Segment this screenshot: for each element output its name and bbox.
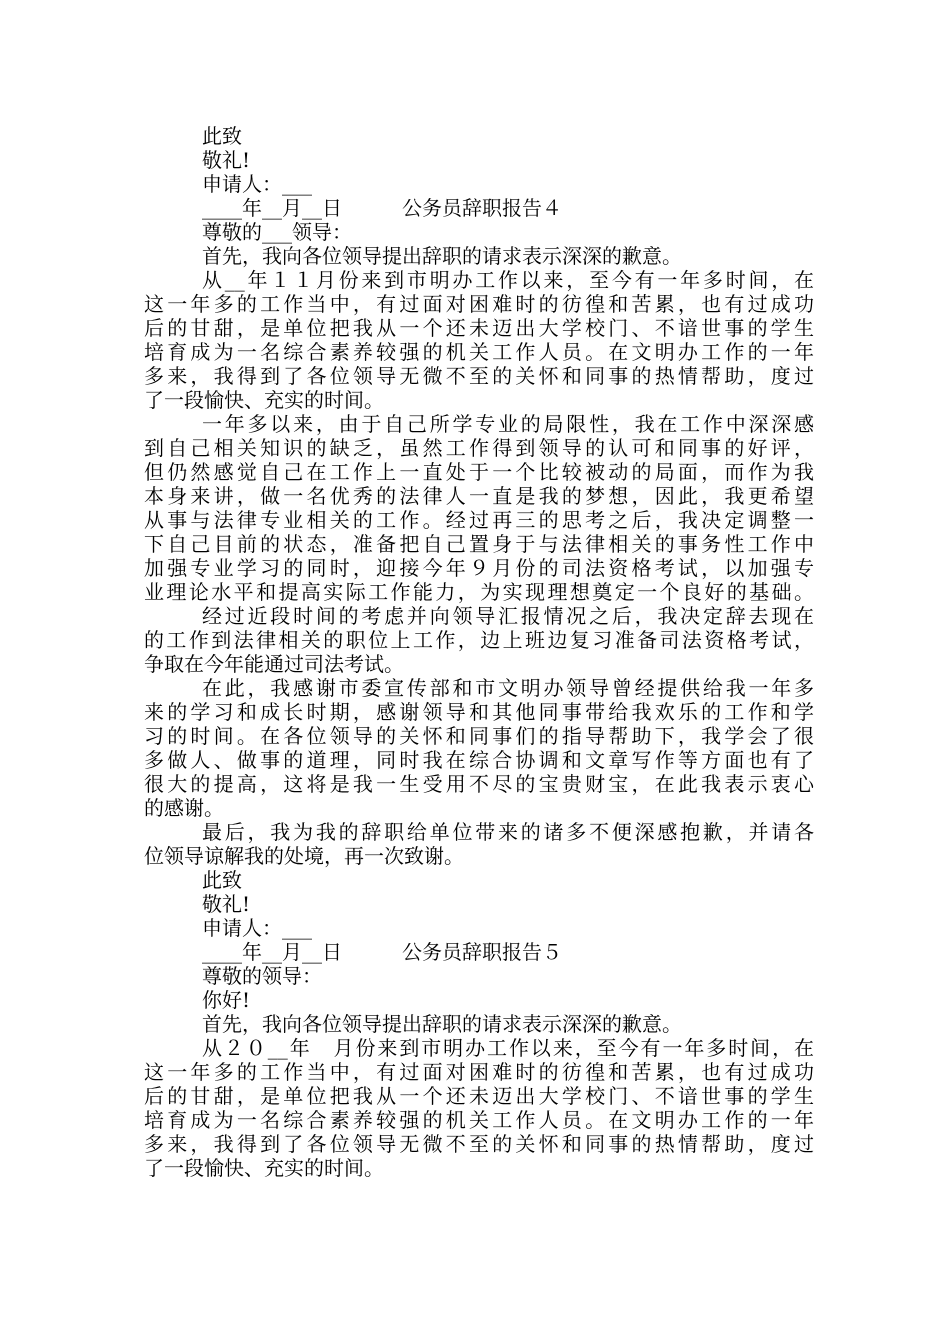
text-line: 多来，我得到了各位领导无微不至的关怀和同事的热情帮助，度过 xyxy=(144,1132,814,1156)
text-line: 了一段愉快、充实的时间。 xyxy=(144,1156,384,1180)
text-line: 下自己目前的状态，准备把自己置身于与法律相关的事务性工作中 xyxy=(144,532,814,556)
text-line: 后的甘甜，是单位把我从一个还未迈出大学校门、不谙世事的学生 xyxy=(144,316,814,340)
text-line: 培育成为一名综合素养较强的机关工作人员。在文明办工作的一年 xyxy=(144,1108,814,1132)
text-line: 从事与法律专业相关的工作。经过再三的思考之后，我决定调整一 xyxy=(144,508,814,532)
text-line: 敬礼! xyxy=(202,148,251,172)
text-line: ____年__月__日 公务员辞职报告５ xyxy=(202,940,562,964)
text-line: 的感谢。 xyxy=(144,796,224,820)
text-line: 多做人、做事的道理，同时我在综合协调和文章写作等方面也有了 xyxy=(144,748,814,772)
text-line: 很大的提高，这将是我一生受用不尽的宝贵财宝，在此我表示衷心 xyxy=(144,772,814,796)
text-line: 培育成为一名综合素养较强的机关工作人员。在文明办工作的一年 xyxy=(144,340,814,364)
text-line: 的工作到法律相关的职位上工作，边上班边复习准备司法资格考试， xyxy=(144,628,814,652)
text-line: 敬礼! xyxy=(202,892,251,916)
text-line: 首先，我向各位领导提出辞职的请求表示深深的歉意。 xyxy=(202,1012,682,1036)
text-line: 位领导谅解我的处境，再一次致谢。 xyxy=(144,844,464,868)
text-line: 了一段愉快、充实的时间。 xyxy=(144,388,384,412)
text-line: 加强专业学习的同时，迎接今年９月份的司法资格考试，以加强专 xyxy=(144,556,814,580)
text-line: 从２０__年 月份来到市明办工作以来，至今有一年多时间，在 xyxy=(202,1036,814,1060)
text-line: 最后，我为我的辞职给单位带来的诸多不便深感抱歉，并请各 xyxy=(202,820,814,844)
text-line: 此致 xyxy=(202,868,242,892)
text-line: 来的学习和成长时期，感谢领导和其他同事带给我欢乐的工作和学 xyxy=(144,700,814,724)
text-line: 习的时间。在各位领导的关怀和同事们的指导帮助下，我学会了很 xyxy=(144,724,814,748)
text-line: 你好! xyxy=(202,988,251,1012)
text-line: 多来，我得到了各位领导无微不至的关怀和同事的热情帮助，度过 xyxy=(144,364,814,388)
text-line: 尊敬的领导： xyxy=(202,964,322,988)
text-line: 业理论水平和提高实际工作能力，为实现理想奠定一个良好的基础。 xyxy=(144,580,814,604)
text-line: 一年多以来，由于自己所学专业的局限性，我在工作中深深感 xyxy=(202,412,814,436)
text-line: 后的甘甜，是单位把我从一个还未迈出大学校门、不谙世事的学生 xyxy=(144,1084,814,1108)
text-line: 首先，我向各位领导提出辞职的请求表示深深的歉意。 xyxy=(202,244,682,268)
text-line: 经过近段时间的考虑并向领导汇报情况之后，我决定辞去现在 xyxy=(202,604,814,628)
text-line: 争取在今年能通过司法考试。 xyxy=(144,652,404,676)
text-line: 这一年多的工作当中，有过面对困难时的彷徨和苦累，也有过成功 xyxy=(144,292,814,316)
text-line: 本身来讲，做一名优秀的法律人一直是我的梦想，因此，我更希望 xyxy=(144,484,814,508)
text-line: 但仍然感觉自己在工作上一直处于一个比较被动的局面，而作为我 xyxy=(144,460,814,484)
text-line: 申请人：___ xyxy=(202,916,312,940)
text-line: 在此，我感谢市委宣传部和市文明办领导曾经提供给我一年多 xyxy=(202,676,814,700)
text-line: 此致 xyxy=(202,124,242,148)
text-line: 申请人：___ xyxy=(202,172,312,196)
text-line: 尊敬的___领导： xyxy=(202,220,352,244)
text-line: 这一年多的工作当中，有过面对困难时的彷徨和苦累，也有过成功 xyxy=(144,1060,814,1084)
text-line: ____年__月__日 公务员辞职报告４ xyxy=(202,196,562,220)
text-line: 到自己相关知识的缺乏，虽然工作得到领导的认可和同事的好评， xyxy=(144,436,814,460)
letter-body xyxy=(144,124,814,1180)
text-line: 从__年１１月份来到市明办工作以来，至今有一年多时间，在 xyxy=(202,268,814,292)
